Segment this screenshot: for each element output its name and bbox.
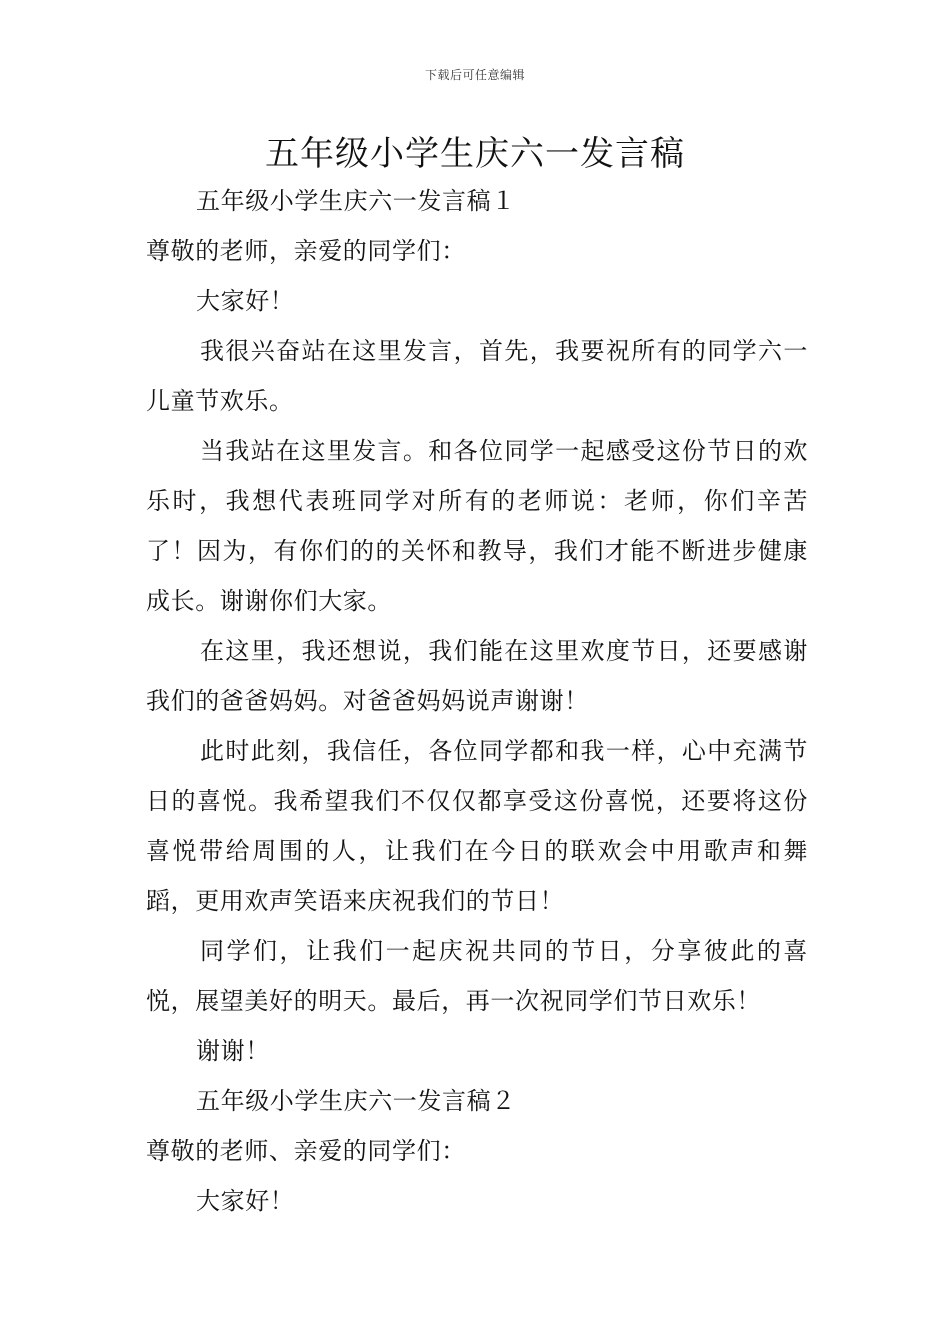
paragraph-body: 当我站在这里发言。和各位同学一起感受这份节日的欢乐时，我想代表班同学对所有的老师说：老师，你们辛苦了！因为，有你们的的关怀和教导，我们才能不断进步健康成长。谢谢你们大家。 [146, 437, 808, 615]
paragraph-salutation-2: 尊敬的老师、亲爱的同学们： [146, 1137, 466, 1165]
paragraph-body: 在这里，我还想说，我们能在这里欢度节日，还要感谢我们的爸爸妈妈。对爸爸妈妈说声谢谢！ [146, 637, 808, 715]
document-title: 五年级小学生庆六一发言稿 [265, 134, 685, 174]
paragraph-greeting-1: 大家好！ [196, 287, 295, 315]
paragraph-section-heading-1: 五年级小学生庆六一发言稿１ [196, 187, 516, 215]
paragraph-body: 同学们，让我们一起庆祝共同的节日，分享彼此的喜悦，展望美好的明天。最后，再一次祝同学们节日欢乐！ [146, 937, 808, 1015]
header-note: 下载后可任意编辑 [424, 68, 525, 82]
paragraph-thanks: 谢谢！ [196, 1037, 270, 1065]
paragraph-greeting-2: 大家好！ [196, 1187, 295, 1215]
document-body [146, 176, 808, 1226]
paragraph-body: 我很兴奋站在这里发言，首先，我要祝所有的同学六一儿童节欢乐。 [146, 337, 808, 415]
paragraph-section-heading-2: 五年级小学生庆六一发言稿２ [196, 1087, 516, 1115]
paragraph-body: 此时此刻，我信任，各位同学都和我一样，心中充满节日的喜悦。我希望我们不仅仅都享受这份喜悦，还要将这份喜悦带给周围的人，让我们在今日的联欢会中用歌声和舞蹈，更用欢声笑语来庆祝我们的节日！ [146, 737, 808, 915]
paragraph-salutation-1: 尊敬的老师，亲爱的同学们： [146, 237, 466, 265]
